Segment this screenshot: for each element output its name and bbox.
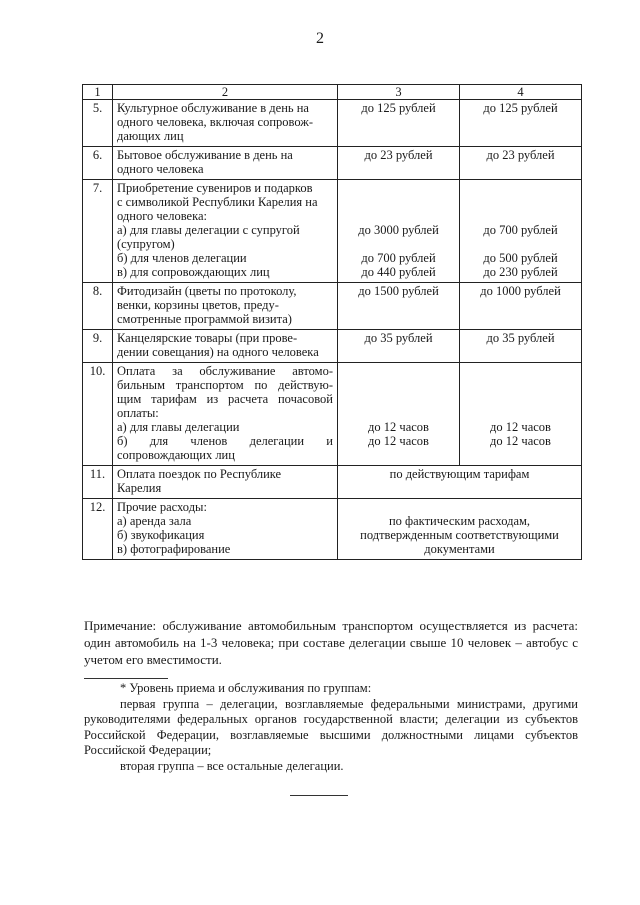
rate-first-group: до 1500 рублей (338, 283, 460, 330)
rate-second-group: до 12 часов до 12 часов (460, 363, 582, 466)
row-description: Канцелярские товары (при прове- дении совещания) на одного человека (113, 330, 338, 363)
row-description: Приобретение сувениров и подарков с символикой Республики Карелия на одного человека: а) для главы делегации с супругой (супругом) б) для членов делегации в) для сопровождающих лиц (113, 180, 338, 283)
rate-second-group: до 125 рублей (460, 100, 582, 147)
rate-second-group: до 1000 рублей (460, 283, 582, 330)
row-number: 10. (83, 363, 113, 466)
expense-rates-table (82, 84, 582, 560)
rate-second-group: до 23 рублей (460, 147, 582, 180)
rate-second-group: до 35 рублей (460, 330, 582, 363)
footnote-divider (84, 678, 168, 679)
table-row (83, 363, 582, 466)
rate-first-group: до 125 рублей (338, 100, 460, 147)
header-cell: 1 (83, 85, 113, 100)
row-number: 5. (83, 100, 113, 147)
table-row (83, 147, 582, 180)
row-description: Оплата за обслуживание автомо- бильным транспортом по действую- щим тарифам из расчета почасовой оплаты: а) для главы делегации б) для членов делегации и сопровождающих лиц (113, 363, 338, 466)
rate-merged: по фактическим расходам, подтвержденным соответствующими документами (338, 499, 582, 560)
table-row (83, 330, 582, 363)
row-description: Фитодизайн (цветы по протоколу, венки, корзины цветов, преду- смотренные программой визита) (113, 283, 338, 330)
row-number: 7. (83, 180, 113, 283)
end-divider (290, 795, 348, 796)
row-number: 12. (83, 499, 113, 560)
row-number: 6. (83, 147, 113, 180)
table-row (83, 180, 582, 283)
table-row (83, 466, 582, 499)
row-description: Бытовое обслуживание в день на одного человека (113, 147, 338, 180)
rate-first-group: до 23 рублей (338, 147, 460, 180)
row-number: 8. (83, 283, 113, 330)
table-header-row (83, 85, 582, 100)
row-number: 9. (83, 330, 113, 363)
rate-second-group: до 700 рублей до 500 рублей до 230 рублей (460, 180, 582, 283)
row-number: 11. (83, 466, 113, 499)
header-cell: 2 (113, 85, 338, 100)
rate-first-group: до 12 часов до 12 часов (338, 363, 460, 466)
table-row (83, 100, 582, 147)
header-cell: 4 (460, 85, 582, 100)
row-description: Культурное обслуживание в день на одного человека, включая сопровож- дающих лиц (113, 100, 338, 147)
footnote: * Уровень приема и обслуживания по группам: первая группа – делегации, возглавляемые федеральными министрами, другими руководителями федеральных органов государственной власти; делегации из субъектов Российской Федерации, возглавляемые высшими должностными лицами субъектов Российской Федерации; вторая группа – все остальные делегации. (84, 681, 578, 773)
note-paragraph: Примечание: обслуживание автомобильным транспортом осуществляется из расчета: один автомобиль на 1-3 человека; при составе делегации свыше 10 человек – автобус с учетом его вместимости. (84, 618, 578, 667)
table-row (83, 499, 582, 560)
row-description: Оплата поездок по Республике Карелия (113, 466, 338, 499)
rate-first-group: до 3000 рублей до 700 рублей до 440 рублей (338, 180, 460, 283)
header-cell: 3 (338, 85, 460, 100)
page-number: 2 (316, 30, 324, 47)
table-row (83, 283, 582, 330)
rate-merged: по действующим тарифам (338, 466, 582, 499)
rate-first-group: до 35 рублей (338, 330, 460, 363)
row-description: Прочие расходы: а) аренда зала б) звукофикация в) фотографирование (113, 499, 338, 560)
